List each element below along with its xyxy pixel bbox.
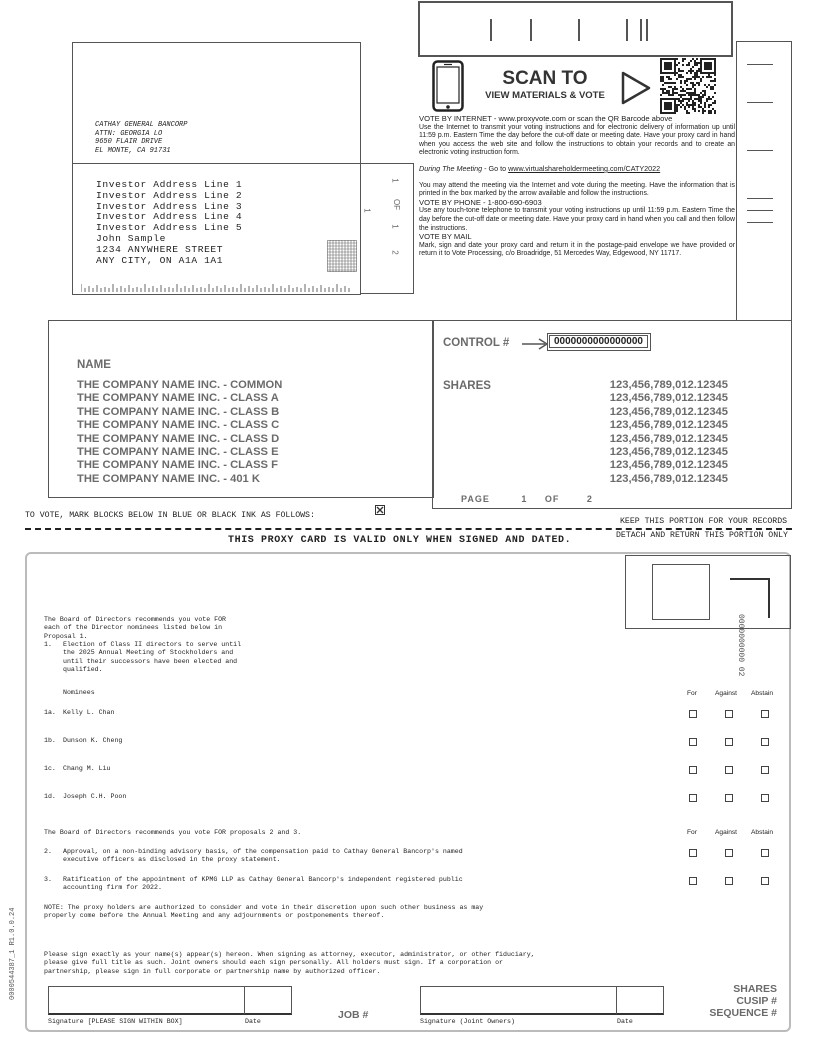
- voting-instructions: [419, 115, 735, 259]
- col-abstain: Abstain: [751, 829, 773, 836]
- proposal-1-line: the 2025 Annual Meeting of Stockholders and: [63, 649, 234, 657]
- side-mark: 1: [390, 178, 400, 183]
- holding-name: THE COMPANY NAME INC. - COMMON: [77, 379, 283, 391]
- holdings-name-box: [48, 320, 434, 498]
- col-against: Against: [715, 829, 737, 836]
- vote-abstain-checkbox[interactable]: [761, 849, 769, 857]
- date-box[interactable]: [244, 986, 292, 1015]
- joint-signature-label: Signature (Joint Owners): [420, 1018, 515, 1025]
- job-number-label: JOB #: [338, 1009, 369, 1021]
- valid-notice: THIS PROXY CARD IS VALID ONLY WHEN SIGNED AND DATED.: [228, 535, 572, 546]
- joint-date-box[interactable]: [616, 986, 664, 1015]
- nominee-name: Joseph C.H. Poon: [63, 793, 127, 800]
- meeting-dash: - Go to: [482, 163, 509, 173]
- side-mark: 1: [362, 208, 372, 213]
- holding-name: THE COMPANY NAME INC. - CLASS A: [77, 392, 279, 405]
- keep-portion-label: KEEP THIS PORTION FOR YOUR RECORDS: [620, 517, 788, 526]
- meeting-line: [419, 165, 735, 174]
- proxy-card: [25, 552, 791, 1032]
- investor-line: John Sample: [96, 232, 166, 244]
- meeting-link[interactable]: www.virtualshareholdermeeting.com/CATY2022: [508, 163, 661, 173]
- joint-signature-box[interactable]: [420, 986, 617, 1015]
- share-amount: 123,456,789,012.12345: [609, 432, 728, 445]
- share-amount: 123,456,789,012.12345: [609, 405, 728, 418]
- grid-icon: [327, 240, 357, 272]
- meeting-body: You may attend the meeting via the Internet and vote during the meeting. Have the information that is printed in the box marked by the arrow available and follow the instructions.: [419, 181, 735, 198]
- vote-against-checkbox[interactable]: [725, 849, 733, 857]
- side-mark: 1: [390, 224, 400, 229]
- vote-against-checkbox[interactable]: [725, 710, 733, 718]
- right-margin-strip: [736, 41, 792, 321]
- vertical-job-id: 0000544387_1 R1.0.0.24: [9, 907, 17, 1000]
- vote-phone-heading: VOTE BY PHONE - 1-800-690-6903: [419, 197, 542, 207]
- share-amount: 123,456,789,012.12345: [609, 392, 728, 405]
- note-line: NOTE: The proxy holders are authorized to consider and vote in their discretion upon such other business as may: [44, 904, 484, 911]
- nominee-name: Dunson K. Cheng: [63, 737, 123, 744]
- sign-instruction-line: please give full title as such. Joint owners should each sign personally. All holders must sign. If a corporation or: [44, 959, 503, 967]
- col-abstain: Abstain: [751, 690, 773, 697]
- sender-line: CATHAY GENERAL BANCORP: [95, 121, 188, 129]
- proposal-line: executive officers as disclosed in the proxy statement.: [63, 856, 281, 864]
- sender-line: EL MONTE, CA 91731: [95, 146, 171, 155]
- holding-name: THE COMPANY NAME INC. - CLASS D: [77, 432, 280, 445]
- proposal-number: 2.: [44, 848, 52, 855]
- mark-instructions: TO VOTE, MARK BLOCKS BELOW IN BLUE OR BLACK INK AS FOLLOWS:: [25, 511, 315, 520]
- holding-name: THE COMPANY NAME INC. - CLASS F: [77, 459, 278, 472]
- vote-phone-body: Use any touch-tone telephone to transmit your voting instructions up until 11:59 p.m. Eastern Time the day before the cut-off date or meeting date. Have your proxy card in hand when you call and then follow the instructions.: [419, 207, 735, 232]
- sign-instruction-line: Please sign exactly as your name(s) appear(s) hereon. When signing as attorney, executor, administrator, or other fiduciary,: [44, 951, 535, 958]
- share-amount: 123,456,789,012.12345: [609, 446, 728, 459]
- vote-against-checkbox[interactable]: [725, 794, 733, 802]
- vote-abstain-checkbox[interactable]: [761, 766, 769, 774]
- sender-line: 9650 FLAIR DRIVE: [95, 138, 163, 146]
- vote-for-checkbox[interactable]: [689, 710, 697, 718]
- vote-against-checkbox[interactable]: [725, 766, 733, 774]
- holding-name: THE COMPANY NAME INC. - CLASS B: [77, 405, 280, 418]
- detach-dashed-line: [25, 528, 792, 530]
- joint-date-label: Date: [617, 1018, 633, 1025]
- return-address-window: [72, 42, 361, 164]
- marked-box-icon: [375, 505, 385, 515]
- phone-icon: [432, 60, 464, 112]
- proposal-1-line: Election of Class II directors to serve until: [63, 641, 242, 648]
- page-indicator: [461, 494, 593, 504]
- nominee-name: Kelly L. Chan: [63, 709, 115, 716]
- sign-instruction-line: partnership, please sign in full corporate or partnership name by authorized officer.: [44, 967, 381, 975]
- signature-label: Signature [PLEASE SIGN WITHIN BOX]: [48, 1018, 183, 1025]
- registration-box: [625, 555, 791, 629]
- vote-for-checkbox[interactable]: [689, 766, 697, 774]
- holding-name: THE COMPANY NAME INC. - CLASS E: [77, 446, 279, 459]
- side-mark: OF: [392, 198, 402, 211]
- vote-for-checkbox[interactable]: [689, 794, 697, 802]
- recommendation-line: Proposal 1.: [44, 632, 88, 640]
- investor-line: Investor Address Line 3: [96, 200, 243, 212]
- investor-line: Investor Address Line 4: [96, 211, 243, 223]
- investor-line: 1234 ANYWHERE STREET: [96, 243, 224, 255]
- vote-for-checkbox[interactable]: [689, 738, 697, 746]
- vote-abstain-checkbox[interactable]: [761, 794, 769, 802]
- vertical-document-id: 0000000000 02: [736, 614, 745, 677]
- proposal-line: Ratification of the appointment of KPMG LLP as Cathay General Bancorp's independent registered public: [63, 876, 463, 883]
- page-total: 2: [586, 494, 593, 504]
- shares-footer: SHARES: [733, 983, 777, 995]
- investor-line: Investor Address Line 5: [96, 222, 243, 234]
- vote-abstain-checkbox[interactable]: [761, 738, 769, 746]
- nominee-name: Chang M. Liu: [63, 765, 111, 772]
- share-amount: 123,456,789,012.12345: [609, 472, 728, 485]
- vote-for-checkbox[interactable]: [689, 877, 697, 885]
- proposal-number: 3.: [44, 876, 52, 883]
- nominee-label: 1a.: [44, 709, 56, 716]
- col-for: For: [687, 690, 697, 697]
- signature-box[interactable]: [48, 986, 245, 1015]
- arrow-right-icon: [521, 337, 549, 351]
- holding-name: THE COMPANY NAME INC. - 401 K: [77, 472, 260, 485]
- page-number: 1: [521, 494, 528, 504]
- proposal-1-number: 1.: [44, 641, 52, 648]
- vote-for-checkbox[interactable]: [689, 849, 697, 857]
- col-for: For: [687, 829, 697, 836]
- sequence-footer: SEQUENCE #: [709, 1007, 777, 1019]
- postal-barcode-box: [418, 1, 733, 57]
- recommendation-line: The Board of Directors recommends you vote FOR proposals 2 and 3.: [44, 829, 302, 836]
- page-of: OF: [544, 494, 560, 504]
- investor-line: Investor Address Line 1: [96, 179, 243, 190]
- sender-line: ATTN: GEORGIA LO: [95, 129, 163, 138]
- vote-internet-body: Use the Internet to transmit your voting instructions and for electronic delivery of information up until 11:59 p.m. Eastern Time the day before the cut-off date or meeting date. Have your proxy card in hand when you access the web site and follow the instructions to obtain your records and to create an electronic voting instruction form.: [419, 123, 735, 157]
- nominee-label: 1b.: [44, 737, 56, 744]
- investor-line: Investor Address Line 2: [96, 189, 243, 201]
- vote-mail-heading: VOTE BY MAIL: [419, 232, 472, 242]
- page-marker-panel: [360, 163, 414, 294]
- proposal-line: accounting firm for 2022.: [63, 884, 162, 892]
- recommendation-line: The Board of Directors recommends you vote FOR: [44, 616, 227, 623]
- page-label: PAGE: [461, 494, 490, 504]
- scan-title: SCAN TO: [502, 68, 588, 89]
- share-amount: 123,456,789,012.12345: [609, 379, 728, 391]
- holdings-shares-box: [432, 320, 792, 509]
- qr-code-icon: [660, 58, 716, 114]
- share-amount: 123,456,789,012.12345: [609, 459, 728, 472]
- col-against: Against: [715, 690, 737, 697]
- nominees-label: Nominees: [63, 689, 95, 696]
- name-header: NAME: [77, 359, 111, 371]
- date-label: Date: [245, 1018, 261, 1025]
- proposal-line: Approval, on a non-binding advisory basis, of the compensation paid to Cathay General Bancorp's named: [63, 848, 463, 855]
- play-arrow-icon: [620, 70, 652, 106]
- side-mark: 2: [390, 250, 400, 255]
- nominee-label: 1d.: [44, 793, 56, 800]
- postal-ruler: [81, 282, 353, 292]
- proposal-1-line: until their successors have been elected and: [63, 657, 238, 665]
- vote-against-checkbox[interactable]: [725, 877, 733, 885]
- vote-against-checkbox[interactable]: [725, 738, 733, 746]
- control-label: CONTROL #: [443, 337, 510, 349]
- note-line: properly come before the Annual Meeting and any adjournments or postponements thereof.: [44, 912, 385, 920]
- vote-internet-heading: VOTE BY INTERNET - www.proxyvote.com or scan the QR Barcode above: [419, 114, 673, 123]
- cusip-footer: CUSIP #: [736, 995, 777, 1007]
- control-number: 0000000000000000: [549, 335, 648, 348]
- shares-label: SHARES: [443, 380, 491, 392]
- vote-abstain-checkbox[interactable]: [761, 710, 769, 718]
- share-amount: 123,456,789,012.12345: [609, 419, 728, 432]
- vote-mail-body: Mark, sign and date your proxy card and return it in the postage-paid envelope we have provided or return it to Vote Processing, c/o Broadridge, 51 Mercedes Way, Edgewood, NY 11717.: [419, 241, 735, 258]
- investor-line: ANY CITY, ON A1A 1A1: [96, 254, 224, 266]
- investor-address-window: [72, 163, 361, 295]
- control-number-box: [547, 333, 651, 351]
- scan-subtitle: VIEW MATERIALS & VOTE: [485, 90, 605, 101]
- proposal-1-line: qualified.: [63, 666, 103, 674]
- recommendation-line: each of the Director nominees listed below in: [44, 624, 223, 632]
- nominee-label: 1c.: [44, 765, 56, 772]
- holding-name: THE COMPANY NAME INC. - CLASS C: [77, 419, 280, 432]
- meeting-lead: During The Meeting: [419, 163, 483, 173]
- detach-portion-label: DETACH AND RETURN THIS PORTION ONLY: [616, 531, 788, 540]
- vote-abstain-checkbox[interactable]: [761, 877, 769, 885]
